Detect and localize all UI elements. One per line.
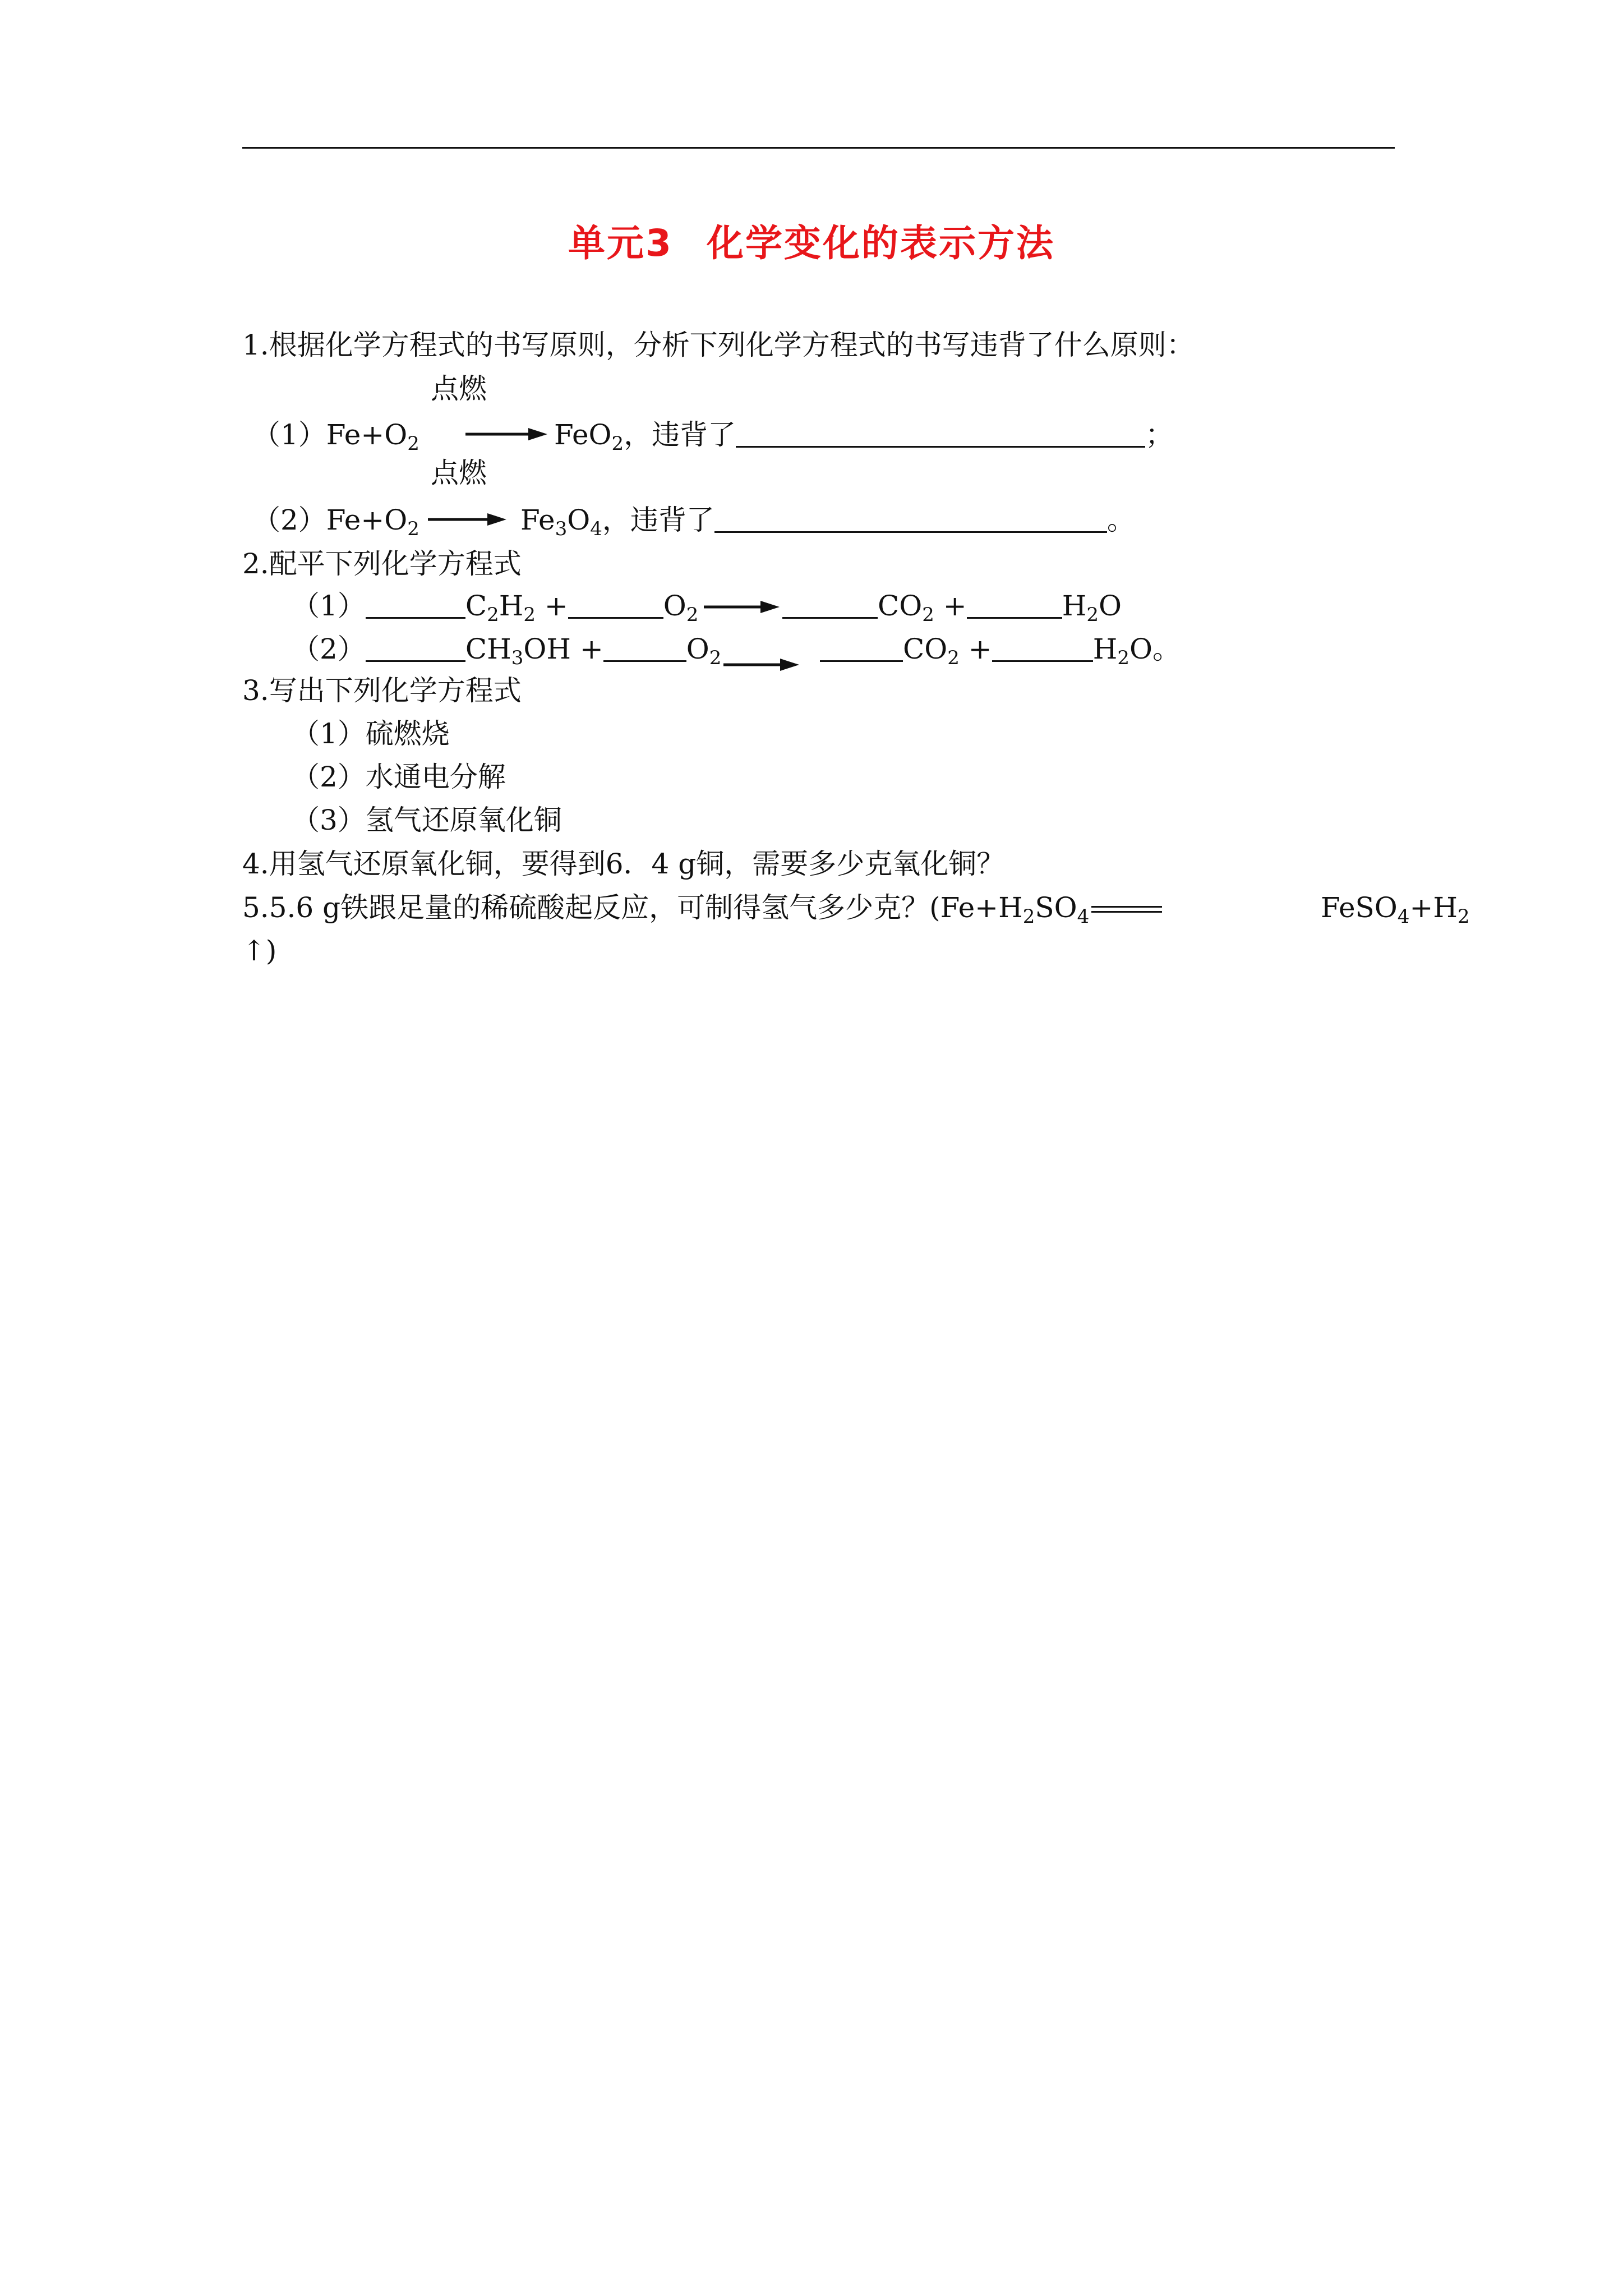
title-text: 化学变化的表示方法 <box>706 222 1055 265</box>
arrow-icon <box>704 596 780 618</box>
q2-equation-1-rhs: $CO_2 + H_2O$ <box>782 589 1122 632</box>
q5-stem: 5.5.6 g铁跟足量的稀硫酸起反应，可制得氢气多少克？($Fe+H_2SO_4$ <box>242 891 1164 933</box>
header-rule <box>242 147 1395 149</box>
q3-item-2: （2）水通电分解 <box>292 761 506 793</box>
coefficient-blank[interactable] <box>967 592 1062 619</box>
answer-blank[interactable] <box>736 421 1145 448</box>
q2-equation-1: （1） $C_2H_2 + O_2$ <box>292 590 699 626</box>
q2-equation-2: （2） $CH_3OH + O_2$ <box>292 633 722 669</box>
q3-item-3: （3）氢气还原氧化铜 <box>292 804 562 836</box>
q3-stem: 3.写出下列化学方程式 <box>242 674 522 707</box>
arrow-icon <box>723 654 799 676</box>
q1-equation-2: $(2)Fe+O_2$ <box>252 504 419 540</box>
coefficient-blank[interactable] <box>782 592 878 619</box>
q1-condition-2: 点燃 <box>431 457 487 489</box>
q1-condition-1: 点燃 <box>431 372 487 405</box>
q2-equation-2-rhs: $CO_2 + H_2O$。 <box>820 632 1181 675</box>
answer-blank[interactable] <box>714 507 1107 533</box>
title-unit: 单元3 <box>568 222 673 265</box>
q5-equation-rhs: $FeSO_4+H_2$ <box>1321 891 1470 928</box>
equals-sign-icon <box>1091 906 1162 913</box>
coefficient-blank[interactable] <box>603 636 686 662</box>
q1-equation-1-rhs: FeO$_2$，违背了 ； <box>554 418 1174 455</box>
q2-stem: 2.配平下列化学方程式 <box>242 547 522 580</box>
arrow-icon <box>465 423 547 445</box>
q4-stem: 4.用氢气还原氧化铜，要得到6．4 g铜，需要多少克氧化铜？ <box>242 848 1005 880</box>
coefficient-blank[interactable] <box>366 592 465 619</box>
coefficient-blank[interactable] <box>992 636 1093 662</box>
coefficient-blank[interactable] <box>568 592 663 619</box>
q1-equation-2-rhs: $Fe_3O_4$，违背了 。 <box>520 504 1135 540</box>
q1-stem: 1.根据化学方程式的书写原则，分析下列化学方程式的书写违背了什么原则： <box>242 329 1195 361</box>
coefficient-blank[interactable] <box>820 636 903 662</box>
page-title <box>0 213 1623 266</box>
q1-equation-1: $(1)Fe+O_2$ <box>252 418 419 455</box>
q3-item-1: （1）硫燃烧 <box>292 717 450 750</box>
q5-tail: ↑) <box>242 935 277 967</box>
arrow-icon <box>428 508 506 531</box>
coefficient-blank[interactable] <box>366 636 465 662</box>
